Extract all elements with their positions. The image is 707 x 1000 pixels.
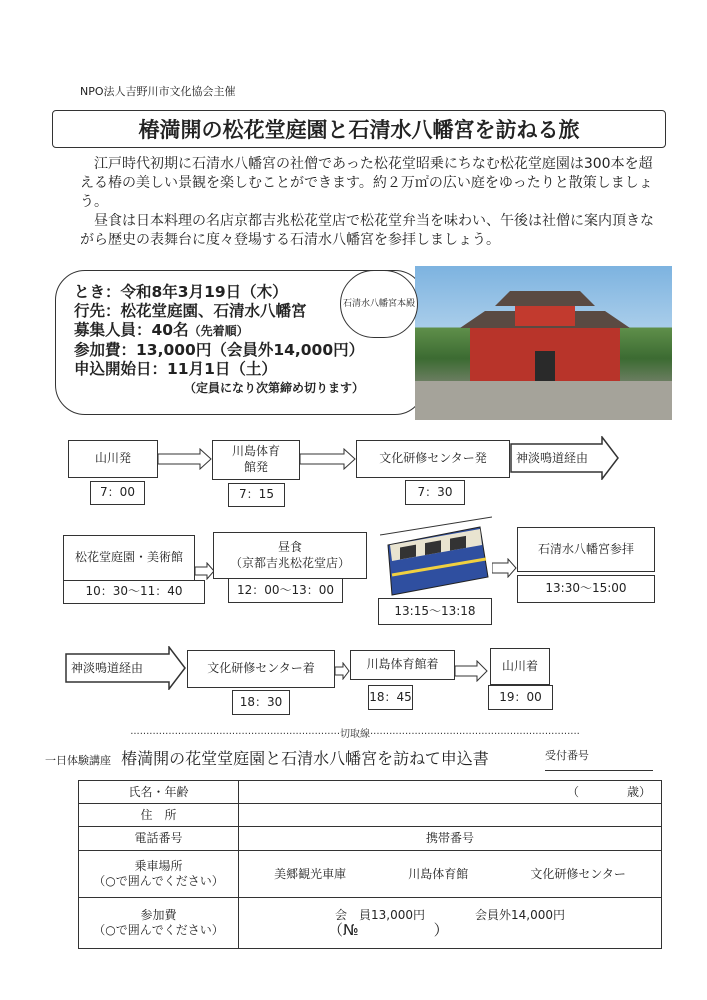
destination: 行先：松花堂庭園、石清水八幡宮 xyxy=(74,302,307,320)
route-label: 神淡鳴道経由 xyxy=(516,451,589,465)
stop-kawashima-arrive: 川島体育館着 xyxy=(350,650,455,680)
cut-line-label: 切取線 xyxy=(340,729,370,740)
time: 13:30～15:00 xyxy=(517,575,655,603)
stop-option[interactable]: 川島体育館 xyxy=(408,866,469,881)
fee: 参加費：13,000円（会員外14,000円） xyxy=(74,341,365,359)
shrine-illustration xyxy=(415,266,672,420)
stop-bunka-center-arrive: 文化研修センター着 xyxy=(187,650,335,688)
intro-paragraph: 昼食は日本料理の名店京都吉兆松花堂店で松花堂弁当を味わい、午後は社僧に案内頂きながら歴史の表舞台に度々登場する石清水八幡宮を参拝しましょう。 xyxy=(80,213,654,248)
arrow-icon xyxy=(335,662,350,680)
date: とき：令和8年3月19日（木） xyxy=(74,283,288,301)
time: 13:15～13:18 xyxy=(378,598,492,625)
arrow-icon xyxy=(492,558,517,578)
dots: ·································································· xyxy=(130,729,340,740)
capacity-note: （先着順） xyxy=(188,324,249,338)
form-title-text: 椿満開の花堂堂庭園と石清水八幡宮を訪ねて申込書 xyxy=(121,749,489,768)
time: 18：30 xyxy=(232,690,290,715)
phone-field[interactable] xyxy=(239,827,662,851)
form-title xyxy=(45,746,489,769)
stop-yamakawa: 山川発 xyxy=(68,440,158,478)
phone-label: 電話番号 xyxy=(79,827,239,851)
time: 12：00～13：00 xyxy=(228,578,343,603)
train-icon xyxy=(380,515,492,597)
nonmember-fee-option[interactable]: 会員外14,000円 xyxy=(475,908,565,922)
start-date: 申込開始日：11月1日（土） xyxy=(74,360,277,378)
lunch-venue: （京都吉兆松花堂店） xyxy=(229,555,350,570)
route-arrow xyxy=(65,646,187,690)
receipt-number-field[interactable] xyxy=(545,770,653,771)
arrow-icon xyxy=(300,448,356,470)
page-title: 椿満開の松花堂庭園と石清水八幡宮を訪ねる旅 xyxy=(52,110,666,148)
receipt-label: 受付番号 xyxy=(545,749,589,762)
name-age-label: 氏名・年齢 xyxy=(79,781,239,804)
stop-option[interactable]: 美郷観光車庫 xyxy=(274,866,347,881)
time: 18：45 xyxy=(368,685,413,710)
time: 10：30～11：40 xyxy=(63,580,205,604)
boarding-options xyxy=(239,851,662,898)
arrow-icon xyxy=(158,448,212,470)
dots: ·································································· xyxy=(370,729,580,740)
time: 19：00 xyxy=(488,685,553,710)
deadline-note: （定員になり次第締め切ります） xyxy=(184,381,365,395)
fee-title: 参加費 xyxy=(140,908,177,922)
application-form xyxy=(78,780,662,949)
form-prefix: 一日体験講座 xyxy=(45,754,111,767)
name-age-field[interactable] xyxy=(239,781,662,804)
address-field[interactable] xyxy=(239,804,662,827)
stop-bunka-center: 文化研修センター発 xyxy=(356,440,510,478)
fee-options xyxy=(239,898,662,949)
photo-caption: 石清水八幡宮本殿 xyxy=(340,270,418,338)
stop-option[interactable]: 文化研修センター xyxy=(530,866,626,881)
mobile-label: 携帯番号 xyxy=(425,831,474,845)
boarding-label xyxy=(79,851,239,898)
stop-shokado: 松花堂庭園・美術館 xyxy=(63,535,195,581)
circle-instruction: （○で囲んでください） xyxy=(93,874,224,888)
capacity: 募集人員：40名 xyxy=(74,321,189,339)
arrow-icon xyxy=(195,562,215,580)
cable-car-image xyxy=(380,515,492,597)
stop-iwashimizu: 石清水八幡宮参拝 xyxy=(517,527,655,572)
member-fee-option[interactable]: 会 員13,000円 xyxy=(335,908,425,922)
organizer: NPO法人吉野川市文化協会主催 xyxy=(80,85,236,98)
shrine-photo xyxy=(415,266,672,420)
fee-label xyxy=(79,898,239,949)
time: 7：00 xyxy=(90,481,145,505)
intro-paragraph: 江戸時代初期に石清水八幡宮の社僧であった松花堂昭乗にちなむ松花堂庭園は300本を超える椿の美しい景観を楽しむことができます。約２万㎡の広い庭をゆったりと散策しましょう。 xyxy=(80,156,653,210)
arrow-icon xyxy=(455,660,488,682)
circle-instruction: （○で囲んでください） xyxy=(93,923,224,937)
boarding-title: 乗車場所 xyxy=(134,859,183,873)
member-number-field[interactable]: （№ ） xyxy=(328,921,449,939)
route-label: 神淡鳴道経由 xyxy=(71,661,144,675)
stop-yamakawa-arrive: 山川着 xyxy=(490,648,550,685)
stop-lunch xyxy=(213,532,367,579)
intro-text xyxy=(80,155,660,250)
lunch-label: 昼食 xyxy=(277,539,302,554)
cut-line xyxy=(75,725,635,740)
route-arrow xyxy=(510,436,620,480)
time: 7：30 xyxy=(405,480,465,505)
age-suffix: （ 歳） xyxy=(566,784,651,799)
address-label: 住 所 xyxy=(79,804,239,827)
stop-kawashima: 川島体育館発 xyxy=(212,440,300,480)
time: 7：15 xyxy=(228,483,285,507)
